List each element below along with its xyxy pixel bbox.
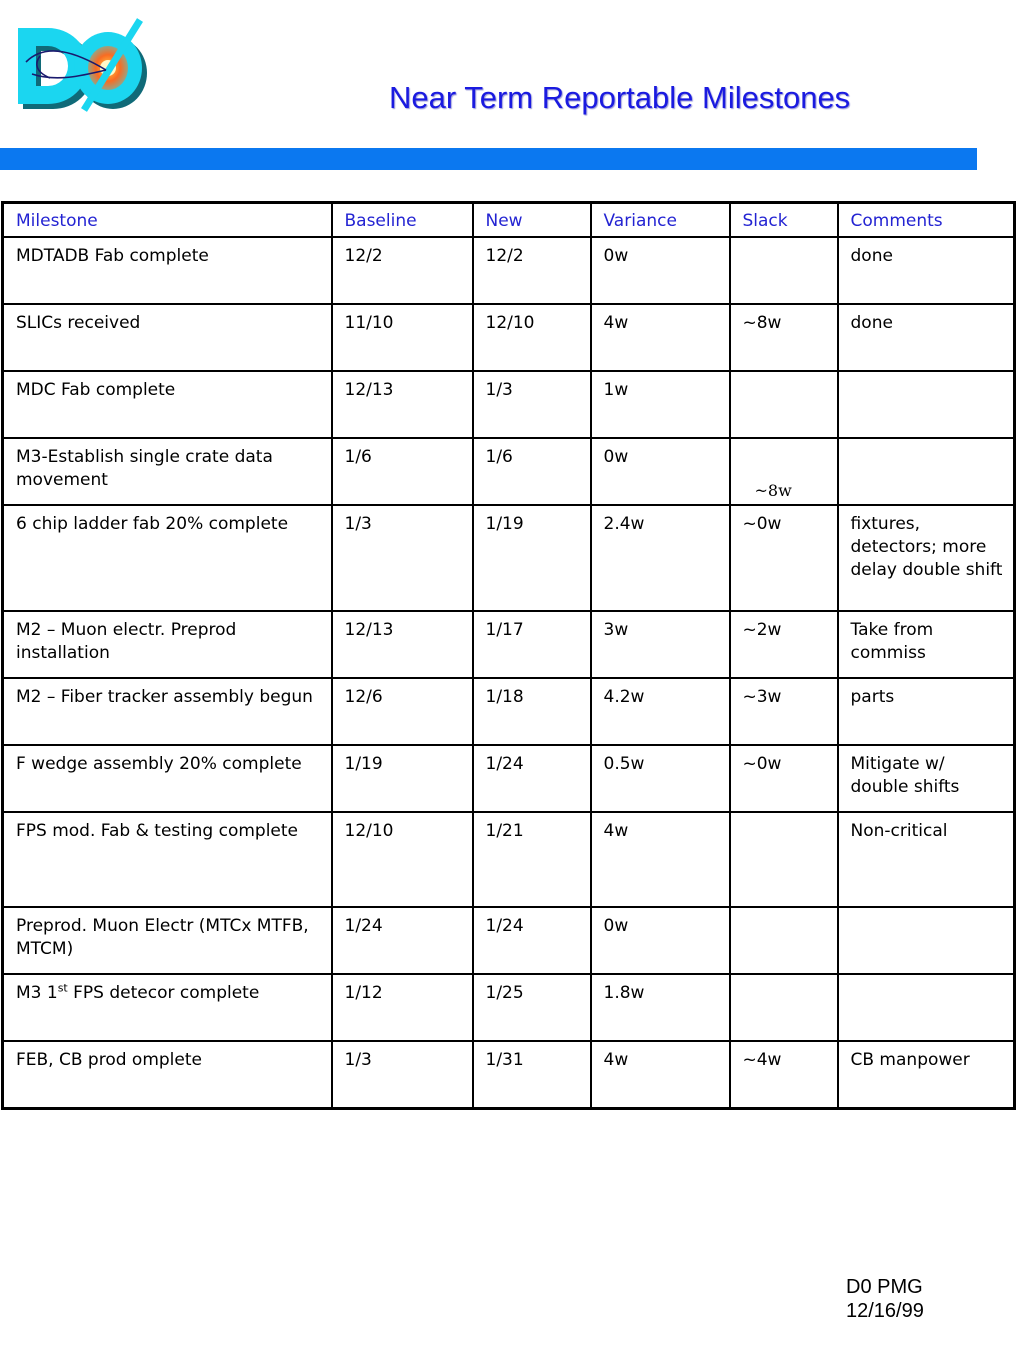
cell-new: 1/21 [473,812,591,907]
table-row [3,237,1015,304]
slack-note: ~8w [754,481,792,500]
cell-milestone-post: FPS detecor complete [67,983,260,1003]
dzero-logo [6,12,156,112]
table-row [3,678,1015,745]
cell-slack: ~8w [730,304,838,371]
cell-baseline: 12/10 [332,812,473,907]
milestones-table [1,201,1016,1110]
cell-milestone: M2 – Fiber tracker assembly begun [3,678,332,745]
cell-variance: 3w [591,611,730,678]
footer-date: 12/16/99 [846,1300,924,1322]
cell-comments: Take from commiss [838,611,1015,678]
cell-variance: 1.8w [591,974,730,1041]
cell-baseline: 1/19 [332,745,473,812]
cell-new: 12/10 [473,304,591,371]
cell-milestone: F wedge assembly 20% complete [3,745,332,812]
table-row [3,304,1015,371]
footer-org: D0 PMG [846,1276,923,1298]
cell-milestone [3,974,332,1041]
cell-slack: ~0w [730,505,838,611]
title-underline-bar [0,148,977,170]
cell-slack [730,974,838,1041]
cell-new: 1/6 [473,438,591,505]
cell-baseline: 12/6 [332,678,473,745]
cell-comments: fixtures, detectors; more delay double shift [838,505,1015,611]
cell-milestone: SLICs received [3,304,332,371]
cell-slack [730,371,838,438]
cell-slack: ~0w [730,745,838,812]
cell-comments: CB manpower [838,1041,1015,1109]
cell-comments: done [838,304,1015,371]
cell-variance: 0w [591,237,730,304]
cell-milestone: FPS mod. Fab & testing complete [3,812,332,907]
header-slack: Slack [730,203,838,238]
cell-variance: 0.5w [591,745,730,812]
dzero-logo-icon [6,12,156,112]
cell-comments: Mitigate w/ double shifts [838,745,1015,812]
table-row [3,745,1015,812]
table-header-row [3,203,1015,238]
cell-new: 12/2 [473,237,591,304]
cell-variance: 4w [591,812,730,907]
cell-variance: 2.4w [591,505,730,611]
header-new: New [473,203,591,238]
cell-comments [838,438,1015,505]
cell-milestone-sup: st [57,981,68,995]
table-row [3,438,1015,505]
table-row [3,907,1015,974]
cell-variance: 4w [591,1041,730,1109]
cell-baseline: 1/3 [332,1041,473,1109]
cell-comments: done [838,237,1015,304]
cell-new: 1/3 [473,371,591,438]
page-title: Near Term Reportable Milestones [389,80,851,115]
header-baseline: Baseline [332,203,473,238]
cell-new: 1/24 [473,907,591,974]
header-variance: Variance [591,203,730,238]
cell-variance: 0w [591,907,730,974]
cell-baseline: 12/2 [332,237,473,304]
cell-milestone: M3-Establish single crate data movement [3,438,332,505]
header-milestone: Milestone [3,203,332,238]
cell-comments [838,974,1015,1041]
table-row [3,505,1015,611]
cell-milestone: Preprod. Muon Electr (MTCx MTFB, MTCM) [3,907,332,974]
cell-comments: Non-critical [838,812,1015,907]
cell-baseline: 1/12 [332,974,473,1041]
cell-new: 1/25 [473,974,591,1041]
cell-new: 1/31 [473,1041,591,1109]
cell-comments [838,371,1015,438]
header-comments: Comments [838,203,1015,238]
table-row [3,371,1015,438]
cell-milestone: 6 chip ladder fab 20% complete [3,505,332,611]
cell-slack [730,438,838,505]
cell-baseline: 1/24 [332,907,473,974]
cell-comments: parts [838,678,1015,745]
table-row [3,974,1015,1041]
cell-baseline: 12/13 [332,371,473,438]
cell-variance: 0w [591,438,730,505]
cell-baseline: 11/10 [332,304,473,371]
cell-new: 1/19 [473,505,591,611]
cell-slack: ~2w [730,611,838,678]
cell-variance: 4w [591,304,730,371]
cell-milestone: MDTADB Fab complete [3,237,332,304]
cell-slack [730,237,838,304]
cell-slack: ~3w [730,678,838,745]
cell-baseline: 12/13 [332,611,473,678]
cell-baseline: 1/6 [332,438,473,505]
cell-slack: ~4w [730,1041,838,1109]
cell-slack [730,907,838,974]
cell-milestone-pre: M3 1 [16,983,58,1003]
footer [846,1275,924,1323]
cell-milestone: M2 – Muon electr. Preprod installation [3,611,332,678]
cell-milestone: MDC Fab complete [3,371,332,438]
cell-slack [730,812,838,907]
table-row [3,1041,1015,1109]
table-row [3,611,1015,678]
table-row [3,812,1015,907]
cell-new: 1/17 [473,611,591,678]
cell-new: 1/24 [473,745,591,812]
cell-comments [838,907,1015,974]
cell-new: 1/18 [473,678,591,745]
cell-milestone: FEB, CB prod omplete [3,1041,332,1109]
cell-variance: 1w [591,371,730,438]
cell-baseline: 1/3 [332,505,473,611]
cell-variance: 4.2w [591,678,730,745]
